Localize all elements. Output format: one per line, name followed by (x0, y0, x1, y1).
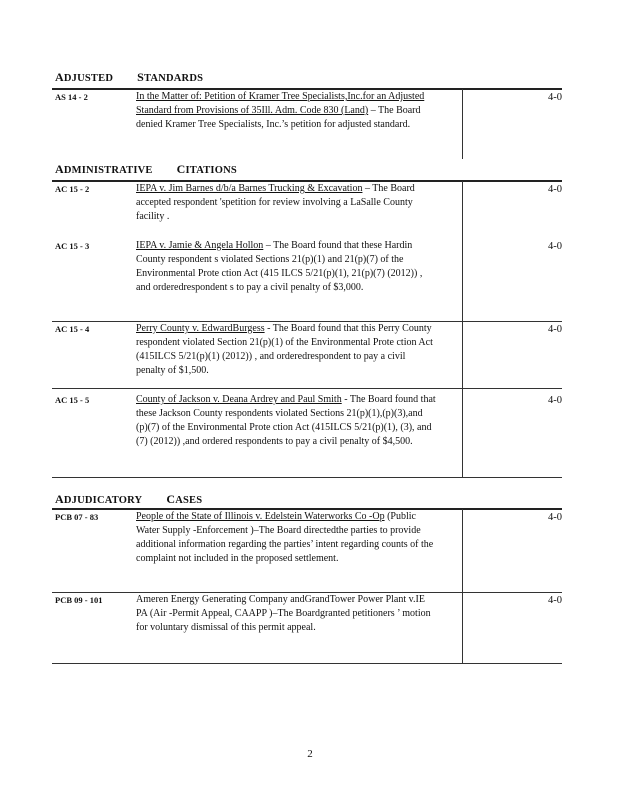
docket-number: AC 15 - 5 (55, 395, 90, 405)
docket-number: AC 15 - 3 (55, 241, 90, 251)
row-divider (52, 663, 562, 664)
page-number: 2 (307, 748, 313, 760)
case-summary (136, 90, 436, 132)
case-description: – The Board accepted respondent 'spetition for review involving a LaSalle County facility . (136, 183, 415, 222)
case-summary (136, 510, 436, 566)
table-row (52, 182, 562, 238)
docket-number: AS 14 - 2 (55, 92, 88, 102)
vote-count: 4-0 (548, 92, 562, 103)
vote-count: 4-0 (548, 184, 562, 195)
table-row (52, 322, 562, 388)
docket-number: PCB 07 - 83 (55, 512, 99, 522)
case-title: IEPA v. Jim Barnes d/b/a Barnes Trucking & Excavation (136, 183, 363, 194)
docket-number: AC 15 - 4 (55, 324, 90, 334)
section-heading-adjusted-standards: ADJUSTED STANDARDS (55, 70, 204, 84)
table-row (52, 593, 562, 663)
case-description: - The Board found that these Jackson County respondents violated Sections 21(p)(1),(p)(3),and (p)(7) of the Environmental Prote ction Act (415ILCS 5/21(p)(1), (3), and (7) (2012)) ,and ordered respondents to pay a civil penalty of $4,500. (136, 394, 436, 447)
section-heading-administrative-citations: ADMINISTRATIVE CITATIONS (55, 162, 237, 176)
case-description: (Public Water Supply -Enforcement )–The Board directedthe parties to provide additional information regarding the parties’ intent regarding counts of the complaint not included in the proposed settlement. (136, 511, 434, 564)
vote-count: 4-0 (548, 595, 562, 606)
table-row (52, 393, 562, 477)
docket-number: AC 15 - 2 (55, 184, 90, 194)
case-title: Perry County v. EdwardBurgess (136, 323, 265, 334)
case-title: County of Jackson v. Deana Ardrey and Paul Smith (136, 394, 342, 405)
case-summary (136, 239, 436, 295)
table-row (52, 510, 562, 592)
case-title: In the Matter of: Petition of Kramer Tree Specialists,Inc.for an Adjusted Standard from Provisions of 35Ill. Adm. Code 830 (Land) (136, 91, 425, 116)
case-title: IEPA v. Jamie & Angela Hollon (136, 240, 264, 251)
docket-number: PCB 09 - 101 (55, 595, 103, 605)
row-divider (52, 388, 562, 389)
case-summary (136, 322, 436, 378)
vote-count: 4-0 (548, 324, 562, 335)
case-title: People of the State of Illinois v. Edelstein Waterworks Co -Op (136, 511, 385, 522)
row-divider (52, 477, 562, 478)
vote-count: 4-0 (548, 395, 562, 406)
case-summary (136, 593, 436, 635)
case-description: - The Board found that this Perry County respondent violated Section 21(p)(1) of the Environmental Prote ction Act (415ILCS 5/21(p)(1) (2012)) , and orderedrespondent to pay a civil penalty of $1,500. (136, 323, 433, 376)
table-row (52, 239, 562, 321)
case-description: – The Board denied Kramer Tree Specialists, Inc.’s petition for adjusted standard. (136, 105, 421, 130)
case-summary (136, 393, 436, 449)
case-description: – The Board found that these Hardin County respondent s violated Sections 21(p)(1) and 21(p)(7) of the Environmental Prote ction Act (415 ILCS 5/21(p)(1), 21(p)(7) (2012)) , and orderedrespondent s to pay a civil penalty of $3,000. (136, 240, 423, 293)
case-description: Ameren Energy Generating Company andGrandTower Power Plant v.IE PA (Air -Permit Appeal, CAAPP )–The Boardgranted petitioners ’ motion for voluntary dismissal of this permit appeal. (136, 594, 431, 633)
section-heading-adjudicatory-cases: ADJUDICATORY CASES (55, 492, 203, 506)
case-summary (136, 182, 436, 224)
vote-count: 4-0 (548, 241, 562, 252)
table-row (52, 90, 562, 160)
vote-count: 4-0 (548, 512, 562, 523)
